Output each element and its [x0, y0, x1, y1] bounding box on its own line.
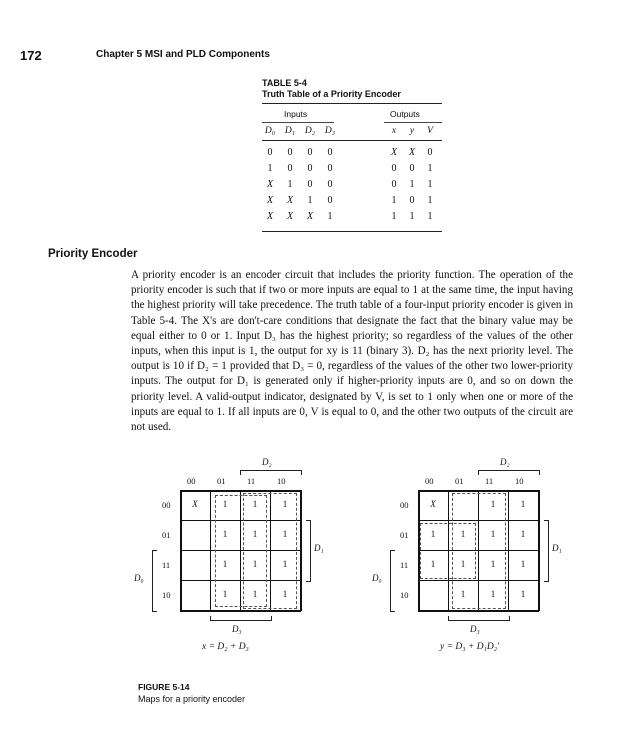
column-label: 00	[187, 476, 196, 486]
map-cell: X	[192, 499, 198, 509]
truth-table-body	[262, 107, 442, 233]
column-label: 11	[485, 476, 494, 486]
table-cell: 0	[327, 179, 333, 190]
truth-table	[262, 78, 442, 233]
grouping-d3	[452, 493, 506, 609]
table-cell: 0	[287, 147, 293, 158]
right-variable-label: D₁	[314, 543, 324, 553]
map-cell: 1	[430, 559, 436, 569]
table-cell: 1	[307, 195, 313, 206]
table-cell: 0	[267, 147, 273, 158]
left-bracket	[390, 550, 395, 612]
table-title: Truth Table of a Priority Encoder	[262, 89, 401, 99]
column-header: x	[391, 126, 397, 136]
table-cell: 0	[327, 163, 333, 174]
bottom-bracket	[448, 616, 510, 621]
map-cell: 1	[490, 589, 496, 599]
map-cell: 1	[252, 499, 258, 509]
table-cell: 1	[427, 195, 433, 206]
column-label: 01	[217, 476, 226, 486]
column-header: V	[427, 126, 433, 136]
figure-label: FIGURE 5-14	[138, 682, 190, 692]
row-label: 10	[162, 590, 171, 600]
table-cell: 0	[327, 147, 333, 158]
map-cell: 1	[222, 499, 228, 509]
table-cell: X	[286, 211, 294, 222]
top-bracket	[478, 470, 540, 475]
table-cell: 1	[391, 195, 397, 206]
kmap-x	[130, 452, 360, 667]
table-cell: X	[266, 211, 274, 222]
column-header: D₁	[284, 126, 296, 136]
table-cell: 0	[409, 163, 415, 174]
table-cell: 1	[267, 163, 273, 174]
top-variable-label: D₂	[262, 457, 272, 467]
column-label: 01	[455, 476, 464, 486]
grid-horizontal-line	[418, 610, 539, 612]
map-expression: x = D₂ + D₃	[202, 642, 249, 652]
kmap-y	[368, 452, 598, 667]
map-cell: 1	[282, 589, 288, 599]
map-cell: 1	[490, 529, 496, 539]
map-cell: 1	[430, 529, 436, 539]
column-header: D₀	[264, 126, 276, 136]
row-label: 00	[400, 500, 409, 510]
table-cell: 0	[427, 147, 433, 158]
column-label: 10	[515, 476, 524, 486]
table-cell: 1	[409, 179, 415, 190]
chapter-title: Chapter 5 MSI and PLD Components	[96, 49, 270, 60]
table-cell: 1	[427, 179, 433, 190]
map-expression: y = D₃ + D₁D₂'	[440, 642, 500, 652]
figure-caption: Maps for a priority encoder	[138, 694, 246, 704]
header-rule	[262, 140, 442, 141]
table-cell: 1	[427, 163, 433, 174]
row-label: 10	[400, 590, 409, 600]
inputs-underline	[262, 122, 334, 123]
map-cell: 1	[282, 559, 288, 569]
map-cell: 1	[490, 559, 496, 569]
grid-horizontal-line	[180, 610, 301, 612]
section-heading: Priority Encoder	[48, 248, 138, 260]
table-cell: 0	[307, 179, 313, 190]
map-cell: 1	[252, 559, 258, 569]
table-cell: 1	[327, 211, 333, 222]
right-bracket	[306, 520, 311, 582]
table-bottom-rule	[262, 231, 442, 232]
table-cell: X	[286, 195, 294, 206]
row-label: 11	[400, 560, 409, 570]
left-bracket	[152, 550, 157, 612]
table-cell: X	[306, 211, 314, 222]
map-cell: 1	[460, 559, 466, 569]
table-cell: X	[266, 179, 274, 190]
map-cell: 1	[222, 529, 228, 539]
table-cell: X	[408, 147, 416, 158]
right-variable-label: D₁	[552, 543, 562, 553]
top-variable-label: D₂	[500, 457, 510, 467]
outputs-heading: Outputs	[390, 109, 420, 119]
body-paragraph: A priority encoder is an encoder circuit that includes the priority function. The operation of the priority encoder is such that if two or more inputs are equal to 1 at the same time, the input having the highest priority will take precedence. The truth table of a four-input priority encoder is given in Table 5-4. The X's are don't-care conditions that designate the fact that the binary value may be equal either to 0 or 1. Input D₃ has the highest priority; so regardless of the values of the other inputs, when this input is 1, the output for xy is 11 (binary 3). D₂ has the next priority level. The output is 10 if D₂ = 1 provided that D₃ = 0, regardless of the values of the other two lower-priority inputs. The output for D₁ is generated only if higher-priority inputs are 0, and so on down the priority level. A valid-output indicator, designated by V, is set to 1 only when one or more of the inputs are equal to 1. If all inputs are 0, V is equal to 0, and the other two outputs of the circuit are not used.	[131, 269, 573, 434]
table-cell: X	[266, 195, 274, 206]
right-bracket	[544, 520, 549, 582]
column-label: 11	[247, 476, 256, 486]
map-cell: 1	[282, 529, 288, 539]
row-label: 00	[162, 500, 171, 510]
table-cell: 1	[427, 211, 433, 222]
map-cell: 1	[520, 559, 526, 569]
table-cell: 0	[307, 147, 313, 158]
map-cell: 1	[520, 529, 526, 539]
map-cell: 1	[460, 589, 466, 599]
table-cell: 0	[287, 163, 293, 174]
column-header: D₂	[304, 126, 316, 136]
top-bracket	[240, 470, 302, 475]
row-label: 11	[162, 560, 171, 570]
map-cell: 1	[460, 529, 466, 539]
table-cell: 1	[409, 211, 415, 222]
table-cell: 0	[391, 179, 397, 190]
map-cell: 1	[520, 499, 526, 509]
table-cell: 0	[307, 163, 313, 174]
map-cell: 1	[222, 589, 228, 599]
outputs-underline	[384, 122, 442, 123]
map-cell: 1	[222, 559, 228, 569]
grid-vertical-line	[538, 490, 540, 611]
inputs-heading: Inputs	[284, 109, 308, 119]
map-cell: 1	[252, 589, 258, 599]
column-header: y	[409, 126, 415, 136]
map-cell: X	[430, 499, 436, 509]
column-header: D₃	[324, 126, 336, 136]
table-top-rule	[262, 103, 442, 104]
map-cell: 1	[252, 529, 258, 539]
row-label: 01	[400, 530, 409, 540]
grid-vertical-line	[300, 490, 302, 611]
table-cell: X	[390, 147, 398, 158]
map-cell: 1	[282, 499, 288, 509]
row-label: 01	[162, 530, 171, 540]
left-variable-label: D₀	[134, 573, 144, 583]
column-label: 10	[277, 476, 286, 486]
left-variable-label: D₀	[372, 573, 382, 583]
bottom-bracket	[210, 616, 272, 621]
table-cell: 1	[391, 211, 397, 222]
grouping-d3	[215, 495, 267, 607]
table-label: TABLE 5-4	[262, 78, 307, 88]
column-label: 00	[425, 476, 434, 486]
page-header	[20, 48, 620, 64]
table-cell: 0	[409, 195, 415, 206]
page-number: 172	[20, 48, 42, 63]
table-cell: 1	[287, 179, 293, 190]
map-cell: 1	[490, 499, 496, 509]
table-cell: 0	[327, 195, 333, 206]
bottom-variable-label: D₃	[232, 624, 242, 634]
map-cell: 1	[520, 589, 526, 599]
bottom-variable-label: D₃	[470, 624, 480, 634]
table-cell: 0	[391, 163, 397, 174]
